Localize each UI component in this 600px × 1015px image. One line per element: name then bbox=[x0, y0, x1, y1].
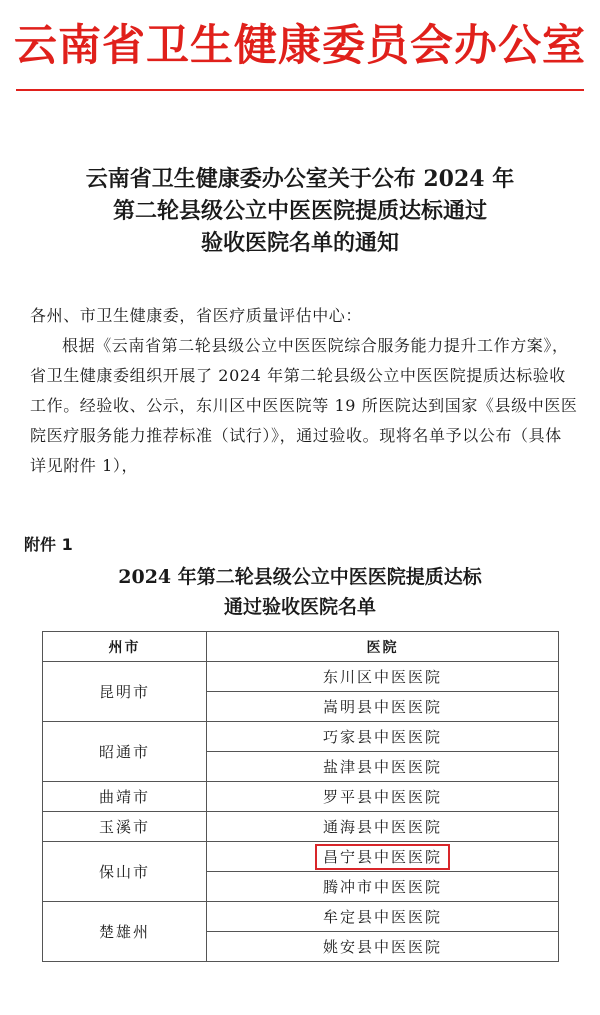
hospital-cell: 嵩明县中医医院 bbox=[207, 692, 559, 722]
letterhead-title: 云南省卫生健康委员会办公室 bbox=[14, 21, 586, 71]
hospital-table bbox=[42, 631, 559, 962]
body-paragraph: 根据《云南省第二轮县级公立中医医院综合服务能力提升工作方案》，省卫生健康委组织开展了 2024 年第二轮县级公立中医医院提质达标验收工作。经验收、公示，东川区中医医院等 19 所医院达到国家《县级中医医院医疗服务能力推荐标准（试行）》，通过验收。现将名单予以公布（具体详见附件 1）， bbox=[30, 336, 578, 475]
hospital-cell: 通海县中医医院 bbox=[207, 812, 559, 842]
notice-title bbox=[20, 163, 580, 259]
list-title-line: 2024 年第二轮县级公立中医医院提质达标 bbox=[118, 566, 482, 588]
column-header-city: 州市 bbox=[43, 632, 207, 662]
table-row bbox=[43, 842, 559, 872]
hospital-cell: 东川区中医医院 bbox=[207, 662, 559, 692]
hospital-cell bbox=[207, 842, 559, 872]
attachment-label: 附件 1 bbox=[24, 535, 73, 554]
hospital-cell: 盐津县中医医院 bbox=[207, 752, 559, 782]
list-title-line: 通过验收医院名单 bbox=[223, 596, 376, 618]
hospital-cell: 牟定县中医医院 bbox=[207, 902, 559, 932]
table-row bbox=[43, 662, 559, 692]
notice-title-line: 验收医院名单的通知 bbox=[200, 230, 399, 256]
hospital-cell: 姚安县中医医院 bbox=[207, 932, 559, 962]
table-row bbox=[43, 722, 559, 752]
notice-title-line: 第二轮县级公立中医医院提质达标通过 bbox=[112, 198, 487, 224]
notice-title-line: 云南省卫生健康委办公室关于公布 2024 年 bbox=[85, 166, 515, 192]
city-cell: 楚雄州 bbox=[43, 902, 207, 962]
list-title bbox=[20, 562, 580, 622]
hospital-cell: 罗平县中医医院 bbox=[207, 782, 559, 812]
salutation: 各州、市卫生健康委，省医疗质量评估中心： bbox=[30, 306, 363, 325]
table-row bbox=[43, 812, 559, 842]
city-cell: 玉溪市 bbox=[43, 812, 207, 842]
city-cell: 保山市 bbox=[43, 842, 207, 902]
column-header-hospital: 医院 bbox=[207, 632, 559, 662]
letterhead-divider bbox=[16, 89, 584, 91]
hospital-cell: 巧家县中医医院 bbox=[207, 722, 559, 752]
notice-body bbox=[30, 301, 578, 481]
table-row bbox=[43, 902, 559, 932]
table-header-row bbox=[43, 632, 559, 662]
city-cell: 昆明市 bbox=[43, 662, 207, 722]
city-cell: 曲靖市 bbox=[43, 782, 207, 812]
city-cell: 昭通市 bbox=[43, 722, 207, 782]
hospital-cell: 腾冲市中医医院 bbox=[207, 872, 559, 902]
highlighted-hospital: 昌宁县中医医院 bbox=[315, 844, 450, 870]
table-row bbox=[43, 782, 559, 812]
